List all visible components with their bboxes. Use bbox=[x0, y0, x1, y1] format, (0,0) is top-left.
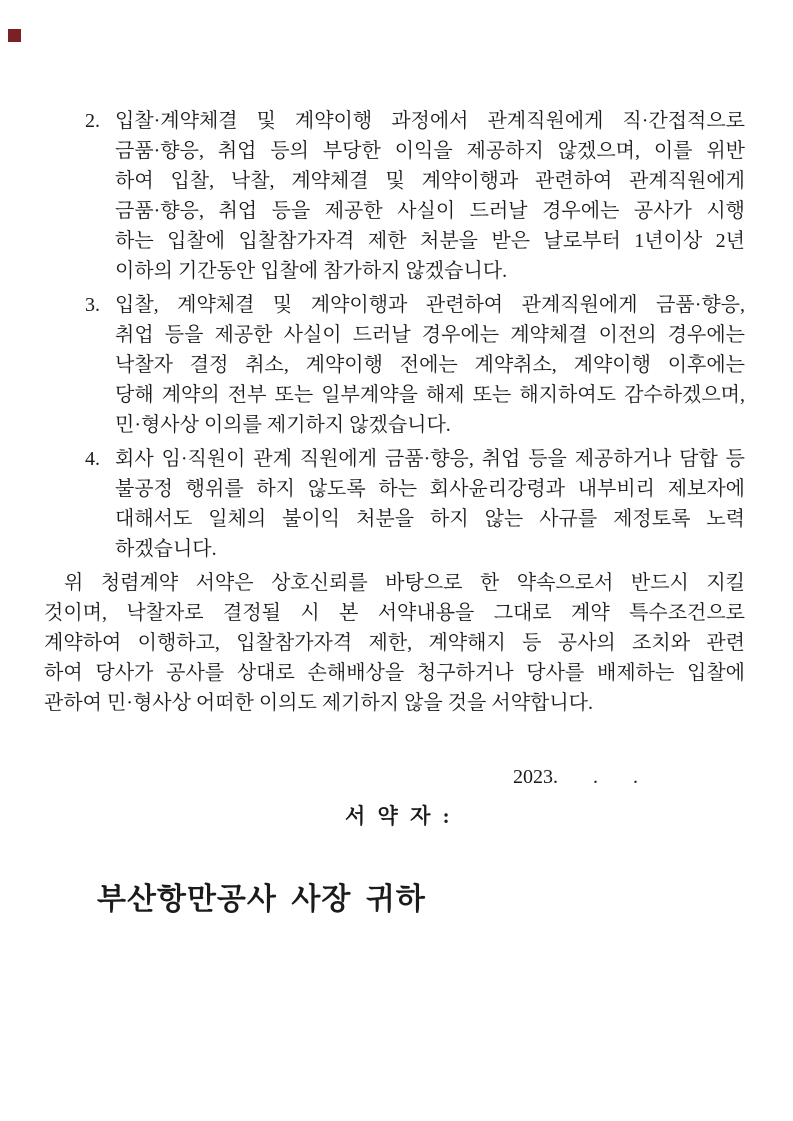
text-line: 것이며, 낙찰자로 결정될 시 본 서약내용을 그대로 계약 특수조건으로 bbox=[44, 602, 745, 624]
item-number: 2. bbox=[85, 110, 100, 132]
pledge-item-3 bbox=[85, 290, 745, 440]
pledge-item-4 bbox=[85, 444, 745, 564]
corner-mark bbox=[8, 29, 21, 42]
text-line: 하여 당사가 공사를 상대로 손해배상을 청구하거나 당사를 배제하는 입찰에 bbox=[44, 662, 745, 684]
text-line: 금품·향응, 취업 등의 부당한 이익을 제공하지 않겠으며, 이를 위반 bbox=[115, 140, 745, 162]
text-line: 금품·향응, 취업 등을 제공한 사실이 드러날 경우에는 공사가 시행 bbox=[115, 200, 745, 222]
text-line: 하여 입찰, 낙찰, 계약체결 및 계약이행과 관련하여 관계직원에게 bbox=[115, 170, 745, 192]
closing-paragraph bbox=[44, 568, 745, 718]
item-text bbox=[115, 290, 745, 440]
text-line: 계약하여 이행하고, 입찰참가자격 제한, 계약해지 등 공사의 조치와 관련 bbox=[44, 632, 745, 654]
text-line: 낙찰자 결정 취소, 계약이행 전에는 계약취소, 계약이행 이후에는 bbox=[115, 354, 745, 376]
text-line: 대해서도 일체의 불이익 처분을 하지 않는 사규를 제정토록 노력 bbox=[115, 508, 745, 530]
text-line: 관하여 민·형사상 어떠한 이의도 제기하지 않을 것을 서약합니다. bbox=[44, 692, 593, 714]
item-number: 3. bbox=[85, 294, 100, 316]
text-line: 당해 계약의 전부 또는 일부계약을 해제 또는 해지하여도 감수하겠으며, bbox=[115, 384, 745, 406]
date-line: 2023. . . bbox=[513, 766, 638, 788]
text-line: 불공정 행위를 하지 않도록 하는 회사윤리강령과 내부비리 제보자에 bbox=[115, 478, 745, 500]
item-number: 4. bbox=[85, 448, 100, 470]
text-line: 이하의 기간동안 입찰에 참가하지 않겠습니다. bbox=[115, 260, 508, 282]
text-line: 회사 임·직원이 관계 직원에게 금품·향응, 취업 등을 제공하거나 담합 등 bbox=[115, 448, 745, 470]
text-line: 민·형사상 이의를 제기하지 않겠습니다. bbox=[115, 414, 451, 436]
text-line: 위 청렴계약 서약은 상호신뢰를 바탕으로 한 약속으로서 반드시 지킬 bbox=[64, 572, 745, 594]
pledge-list bbox=[44, 106, 745, 564]
text-line: 입찰·계약체결 및 계약이행 과정에서 관계직원에게 직·간접적으로 bbox=[115, 110, 745, 132]
item-text bbox=[115, 444, 745, 564]
recipient-line: 부산항만공사 사장 귀하 bbox=[97, 883, 426, 916]
text-line: 취업 등을 제공한 사실이 드러날 경우에는 계약체결 이전의 경우에는 bbox=[115, 324, 745, 346]
item-text bbox=[115, 106, 745, 286]
text-line: 하는 입찰에 입찰참가자격 제한 처분을 받은 날로부터 1년이상 2년 bbox=[115, 230, 745, 252]
text-line: 입찰, 계약체결 및 계약이행과 관련하여 관계직원에게 금품·향응, bbox=[115, 294, 745, 316]
signer-label: 서 약 자 : bbox=[345, 804, 452, 828]
pledge-item-2 bbox=[85, 106, 745, 286]
text-line: 하겠습니다. bbox=[115, 538, 217, 560]
